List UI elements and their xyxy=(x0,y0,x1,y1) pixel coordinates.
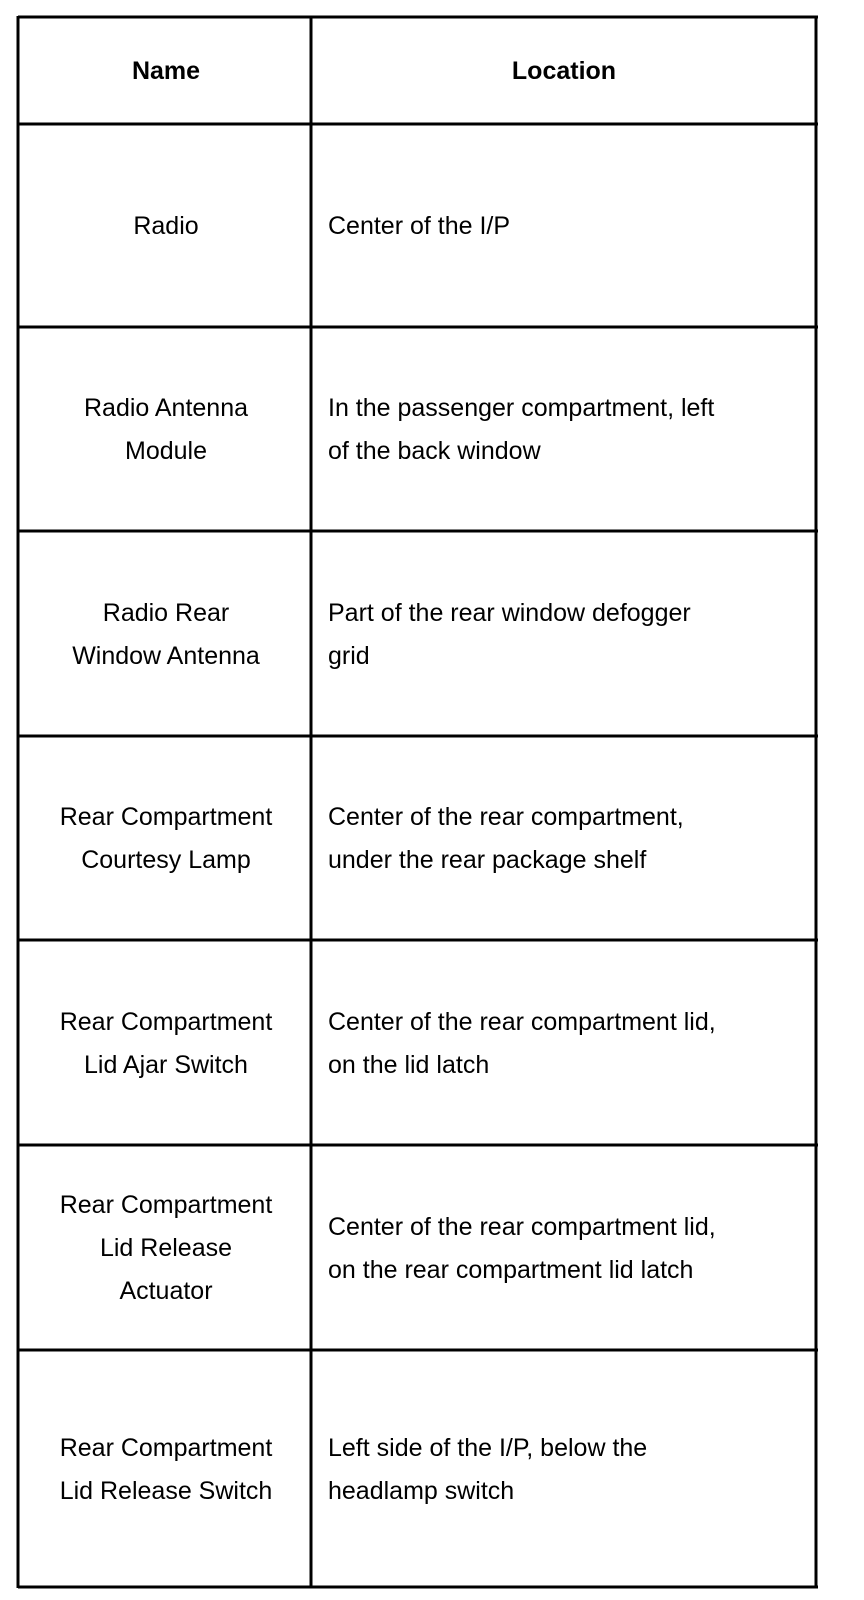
table-row-location xyxy=(314,738,814,940)
row-name-text: Radio Rear Window Antenna xyxy=(72,598,260,670)
table-row-location xyxy=(314,126,814,327)
row-location-text: Center of the rear compartment lid, on the lid latch xyxy=(328,1007,716,1079)
table-row-name xyxy=(20,942,312,1145)
row-location-text: In the passenger compartment, left of the back window xyxy=(328,394,715,465)
row-location-text: Center of the rear compartment lid, on the rear compartment lid latch xyxy=(328,1212,716,1284)
row-name-text: Radio xyxy=(133,212,199,240)
table-row-location xyxy=(314,942,814,1145)
header-location-label: Location xyxy=(511,57,617,85)
table-row-name xyxy=(20,738,312,940)
table-row-name xyxy=(20,1147,312,1350)
row-name-text: Rear Compartment Lid Release Switch xyxy=(59,1433,273,1505)
row-name-text: Rear Compartment Lid Ajar Switch xyxy=(59,1007,273,1079)
row-name-text: Rear Compartment Lid Release Actuator xyxy=(59,1191,273,1305)
table-row-name xyxy=(20,1352,312,1587)
table-row-location xyxy=(314,1147,814,1350)
table-row-name xyxy=(20,533,312,736)
row-location-text: Center of the rear compartment, under the rear package shelf xyxy=(328,803,684,874)
header-name xyxy=(20,19,312,124)
header-name-label: Name xyxy=(131,57,201,85)
row-location-text: Center of the I/P xyxy=(328,212,511,240)
table-row-location xyxy=(314,329,814,531)
table-row-name xyxy=(20,126,312,327)
table-row-location xyxy=(314,1352,814,1587)
row-name-text: Rear Compartment Courtesy Lamp xyxy=(59,803,273,874)
table-row-location xyxy=(314,533,814,736)
row-location-text: Left side of the I/P, below the headlamp switch xyxy=(328,1433,648,1505)
table-row-name xyxy=(20,329,312,531)
header-location xyxy=(314,19,814,124)
row-location-text: Part of the rear window defogger grid xyxy=(328,598,691,670)
row-name-text: Radio Antenna Module xyxy=(83,394,249,465)
